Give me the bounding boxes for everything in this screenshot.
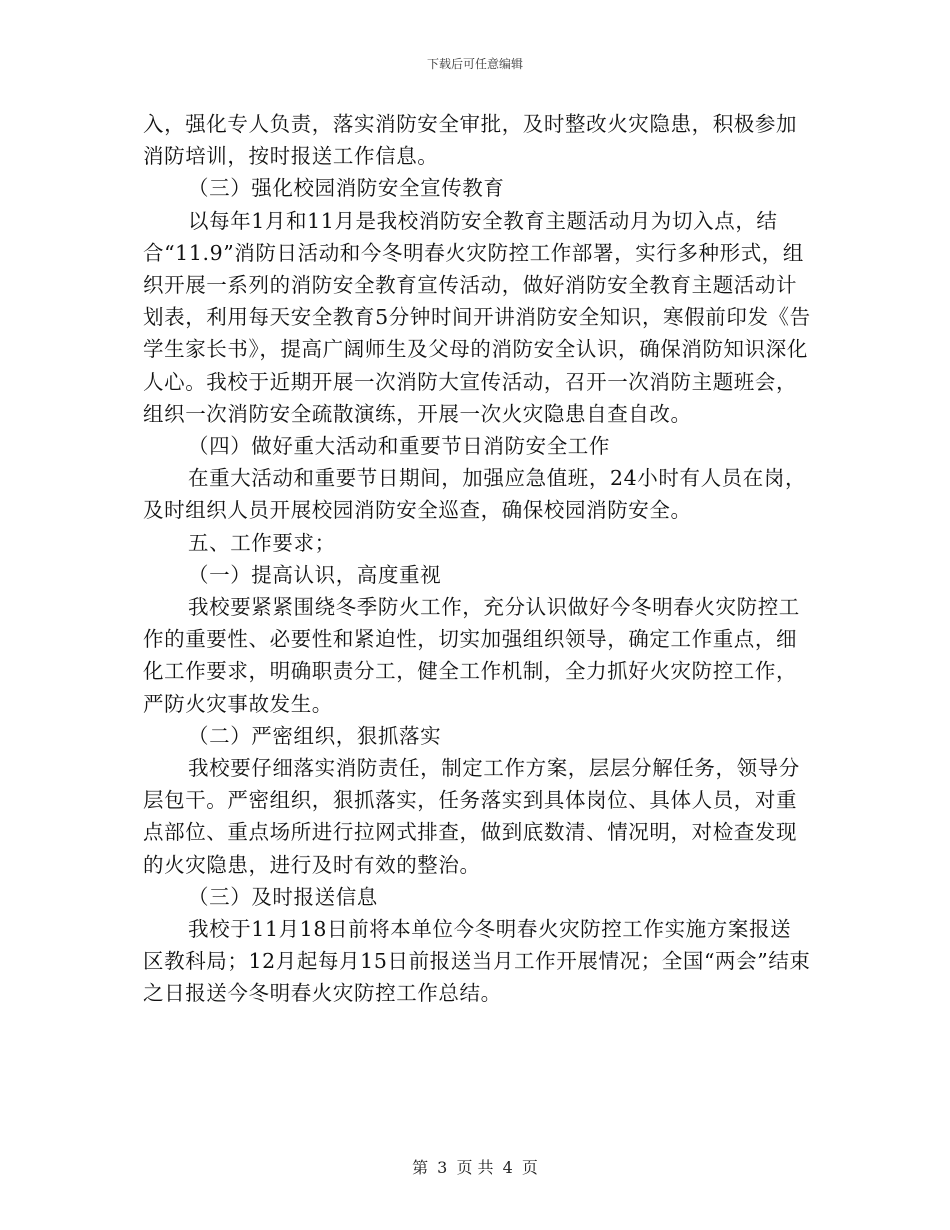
- paragraph-education: 以每年1月和11月是我校消防安全教育主题活动月为切入点，结合“11.9”消防日活动和今冬明春火灾防控工作部署，实行多种形式，组织开展一系列的消防安全教育宣传活动，做好消防安全教育主题活动计划表，利用每天安全教育5分钟时间开讲消防安全知识，寒假前印发《告学生家长书》，提高广阔师生及父母的消防安全认识，确保消防知识深化人心。我校于近期开展一次消防大宣传活动，召开一次消防主题班会，组织一次消防安全疏散演练，开展一次火灾隐患自查自改。: [143, 208, 811, 426]
- footer-middle: 页 共: [456, 1158, 494, 1177]
- section-heading-5: 五、工作要求；: [188, 530, 336, 555]
- subheading-3: （三）及时报送信息: [188, 884, 378, 909]
- document-body: [143, 108, 811, 1010]
- paragraph-reporting: 我校于11月18日前将本单位今冬明春火灾防控工作实施方案报送区教科局；12月起每月15日前报送当月工作开展情况；全国“两会”结束之日报送今冬明春火灾防控工作总结。: [143, 917, 811, 1006]
- footer-prefix: 第: [412, 1158, 429, 1177]
- subheading-1: （一）提高认识，高度重视: [188, 562, 442, 587]
- paragraph-1: 入，强化专人负责，落实消防安全审批，及时整改火灾隐患，积极参加消防培训，按时报送工作信息。: [143, 112, 798, 169]
- paragraph-awareness: 我校要紧紧围绕冬季防火工作，充分认识做好今冬明春火灾防控工作的重要性、必要性和紧迫性，切实加强组织领导，确定工作重点，细化工作要求，明确职责分工，健全工作机制，全力抓好火灾防控工作，严防火灾事故发生。: [143, 595, 800, 716]
- footer-total-pages: 4: [502, 1158, 513, 1177]
- page-footer: [0, 1155, 950, 1178]
- footer-page-number: 3: [437, 1158, 448, 1177]
- paragraph-organization: 我校要仔细落实消防责任，制定工作方案，层层分解任务，领导分层包干。严密组织，狠抓落实，任务落实到具体岗位、具体人员，对重点部位、重点场所进行拉网式排查，做到底数清、情况明，对检查发现的火灾隐患，进行及时有效的整治。: [143, 756, 800, 877]
- section-heading-4: （四）做好重大活动和重要节日消防安全工作: [188, 434, 610, 459]
- header-note: 下载后可任意编辑: [426, 57, 523, 71]
- paragraph-holidays: 在重大活动和重要节日期间，加强应急值班，24小时有人员在岗，及时组织人员开展校园消防安全巡查，确保校园消防安全。: [143, 466, 807, 523]
- section-heading-3: （三）强化校园消防安全宣传教育: [188, 176, 505, 201]
- subheading-2: （二）严密组织，狠抓落实: [188, 723, 442, 748]
- footer-suffix: 页: [521, 1158, 538, 1177]
